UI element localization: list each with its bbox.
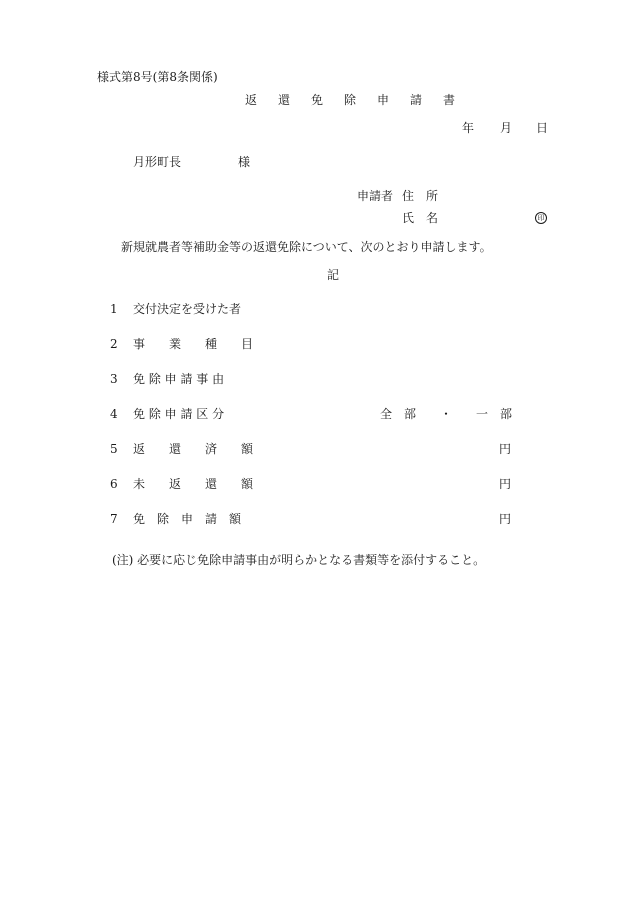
item-number: 7 [110, 512, 118, 526]
date-year: 年 [462, 121, 475, 135]
item-label: 免 除 申 請 区 分 [133, 407, 225, 421]
seal-mark: 印 [535, 212, 547, 224]
item-unit: 円 [499, 442, 512, 456]
item-label: 事 業 種 目 [133, 337, 254, 351]
item-value: 全 部 ・ 一 部 [380, 407, 513, 421]
date-day: 日 [536, 121, 549, 135]
item-unit: 円 [499, 477, 512, 491]
item-unit: 円 [499, 512, 512, 526]
ki-heading: 記 [327, 268, 340, 282]
item-number: 3 [110, 372, 118, 386]
item-number: 1 [110, 302, 118, 316]
item-label: 未 返 還 額 [133, 477, 254, 491]
item-label: 免 除 申 請 事 由 [133, 372, 225, 386]
form-number: 様式第8号(第8条関係) [97, 70, 218, 84]
applicant-label: 申請者 [357, 189, 394, 203]
intro-text: 新規就農者等補助金等の返還免除について、次のとおり申請します。 [121, 240, 492, 254]
item-number: 2 [110, 337, 118, 351]
item-number: 5 [110, 442, 118, 456]
note-text: (注) 必要に応じ免除申請事由が明らかとなる書類等を添付すること。 [112, 553, 486, 567]
item-number: 6 [110, 477, 118, 491]
item-label: 返 還 済 額 [133, 442, 254, 456]
item-label: 免 除 申 請 額 [133, 512, 242, 526]
date-month: 月 [500, 121, 513, 135]
item-number: 4 [110, 407, 118, 421]
addressee-suffix: 様 [238, 155, 251, 169]
addressee-name: 月形町長 [133, 155, 182, 169]
document-title: 返還免除申請書 [245, 93, 477, 107]
item-label: 交付決定を受けた者 [133, 302, 242, 316]
applicant-name-label: 氏 名 [402, 211, 439, 225]
applicant-address-label: 住 所 [402, 189, 439, 203]
